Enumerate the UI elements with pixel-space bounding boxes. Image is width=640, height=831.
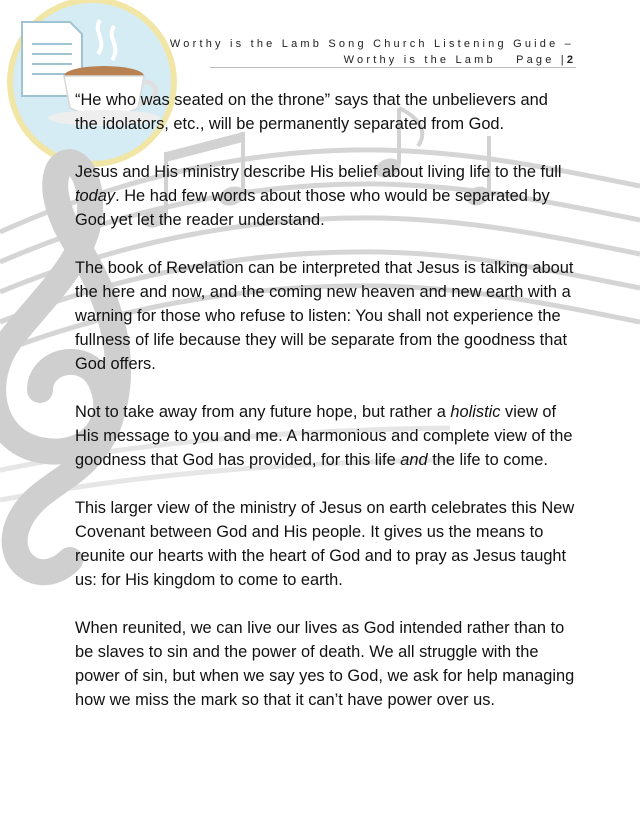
paragraph-text: view of His message to you and me. A harmonious and complete view of the goodness that God has provided, for this life	[75, 403, 573, 469]
paragraph-text: When reunited, we can live our lives as God intended rather than to be slaves to sin and the power of death. We all struggle with the power of sin, but when we say yes to God, we ask for help managing how we miss the mark so that it can’t have power over us.	[75, 619, 575, 709]
body-paragraph	[75, 160, 575, 232]
page-header	[104, 36, 574, 68]
page-number: 2	[566, 54, 574, 66]
paragraph-text: Jesus and His ministry describe His belief about living life to the full	[75, 163, 562, 181]
paragraph-text: the life to come.	[427, 451, 548, 469]
page-label: Page |2	[516, 54, 574, 66]
song-title: Worthy is the Lamb	[343, 54, 496, 66]
body-paragraph	[75, 256, 575, 376]
header-subtitle-line	[104, 52, 574, 68]
paragraph-text: This larger view of the ministry of Jesus on earth celebrates this New Covenant between God and His people. It gives us the means to reunite our hearts with the heart of God and to pray as Jesus taught us: for His kingdom to come to earth.	[75, 499, 575, 589]
body-paragraph	[75, 616, 575, 712]
emphasis-text: and	[400, 451, 428, 469]
body-paragraph	[75, 400, 575, 472]
header-rule	[210, 67, 576, 68]
paragraph-text: The book of Revelation can be interpreted that Jesus is talking about the here and now, and the coming new heaven and new earth with a warning for those who refuse to listen: You shall not experience the fullness of life because they will be separate from the goodness that God offers.	[75, 259, 574, 373]
emphasis-text: holistic	[450, 403, 501, 421]
paragraph-text: . He had few words about those who would be separated by God yet let the reader understand.	[75, 187, 550, 229]
body-paragraph	[75, 496, 575, 592]
document-body	[75, 88, 575, 736]
body-paragraph	[75, 88, 575, 136]
paragraph-text: Not to take away from any future hope, but rather a	[75, 403, 451, 421]
paragraph-text: “He who was seated on the throne” says that the unbelievers and the idolators, etc., will be permanently separated from God.	[75, 91, 548, 133]
document-title: Worthy is the Lamb Song Church Listening Guide –	[169, 38, 574, 50]
emphasis-text: today	[75, 187, 116, 205]
